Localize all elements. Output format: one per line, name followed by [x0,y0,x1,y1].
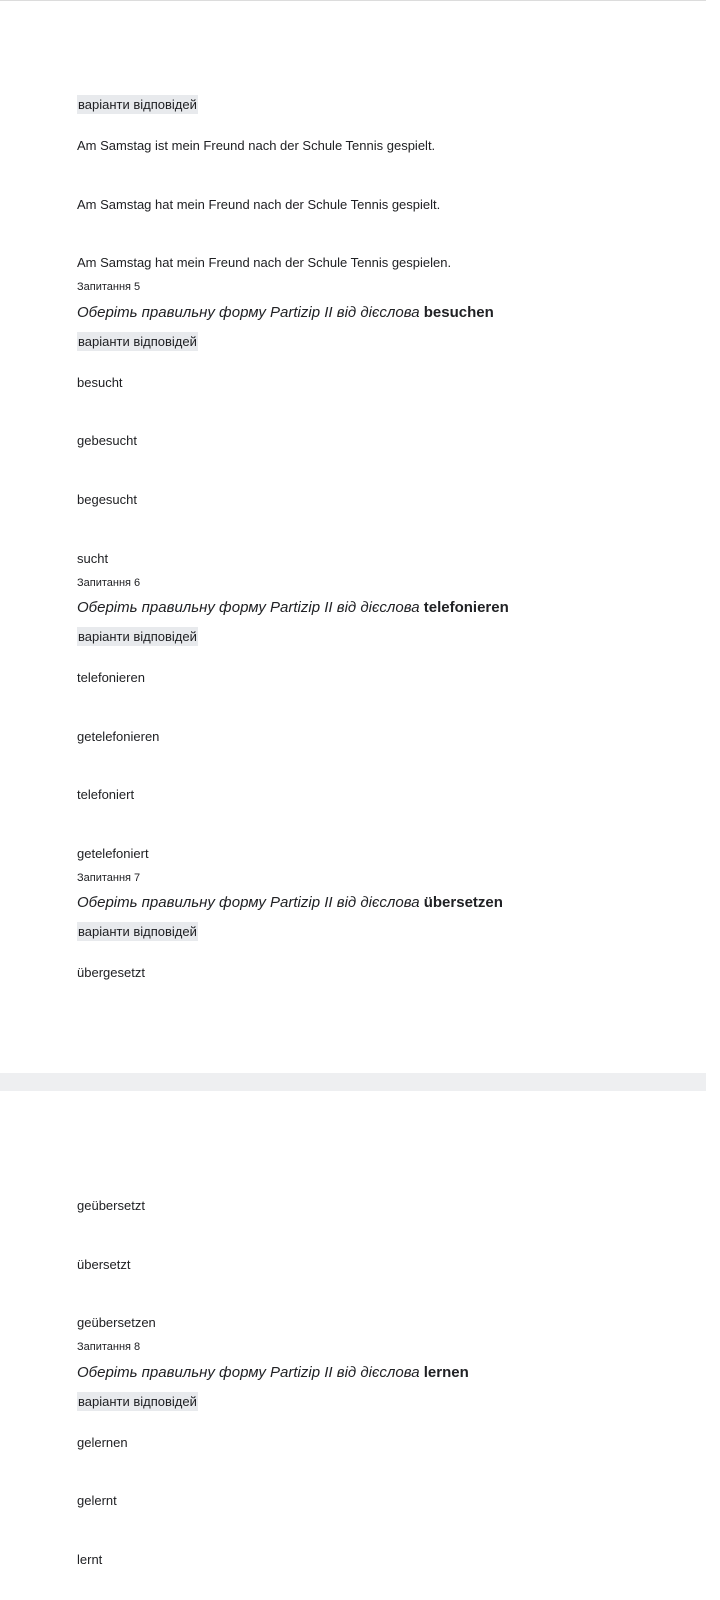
question-text [77,599,509,617]
answer-option: geübersetzt [77,1198,145,1213]
answer-option: gelernt [77,1493,117,1508]
question-prompt: Оберіть правильну форму Partizip II від дієслова [77,894,420,911]
answer-variants-label: варіанти відповідей [78,924,197,939]
question-prompt: Оберіть правильну форму Partizip II від дієслова [77,599,420,616]
question-number: Запитання 6 [77,577,141,589]
answer-option: besucht [77,375,123,390]
answer-option: Am Samstag hat mein Freund nach der Schule Tennis gespielen. [77,255,452,270]
answer-variants-label: варіанти відповідей [78,334,197,349]
question-text [77,894,503,912]
answer-option: gelernen [77,1435,128,1450]
answer-option: sucht [77,551,109,566]
question-number: Запитання 8 [77,1341,141,1353]
answer-option: Am Samstag hat mein Freund nach der Schule Tennis gespielt. [77,197,441,212]
question-verb: besuchen [423,304,494,321]
answer-option: begesucht [77,492,137,507]
answer-option: getelefonieren [77,729,160,744]
answer-option: lernt [77,1552,103,1567]
question-prompt: Оберіть правильну форму Partizip II від дієслова [77,304,420,321]
answer-variants-label: варіанти відповідей [78,97,197,112]
question-verb: lernen [423,1364,469,1381]
question-prompt: Оберіть правильну форму Partizip II від дієслова [77,1364,420,1381]
page-gap [0,1073,720,1091]
answer-variants-label: варіанти відповідей [78,629,197,644]
question-verb: übersetzen [423,894,503,911]
question-verb: telefonieren [423,599,509,616]
answer-option: Am Samstag ist mein Freund nach der Schule Tennis gespielt. [77,138,436,153]
question-text [77,1364,469,1382]
answer-option: übersetzt [77,1257,131,1272]
answer-option: getelefoniert [77,846,149,861]
answer-option: gebesucht [77,433,137,448]
answer-option: telefoniert [77,787,135,802]
question-number: Запитання 7 [77,872,141,884]
answer-option: geübersetzen [77,1315,156,1330]
question-text [77,304,494,322]
answer-option: übergesetzt [77,965,145,980]
answer-variants-label: варіанти відповідей [78,1394,197,1409]
right-margin [706,0,720,1600]
question-number: Запитання 5 [77,281,141,293]
answer-option: telefonieren [77,670,145,685]
document-page-2 [0,1091,706,1600]
